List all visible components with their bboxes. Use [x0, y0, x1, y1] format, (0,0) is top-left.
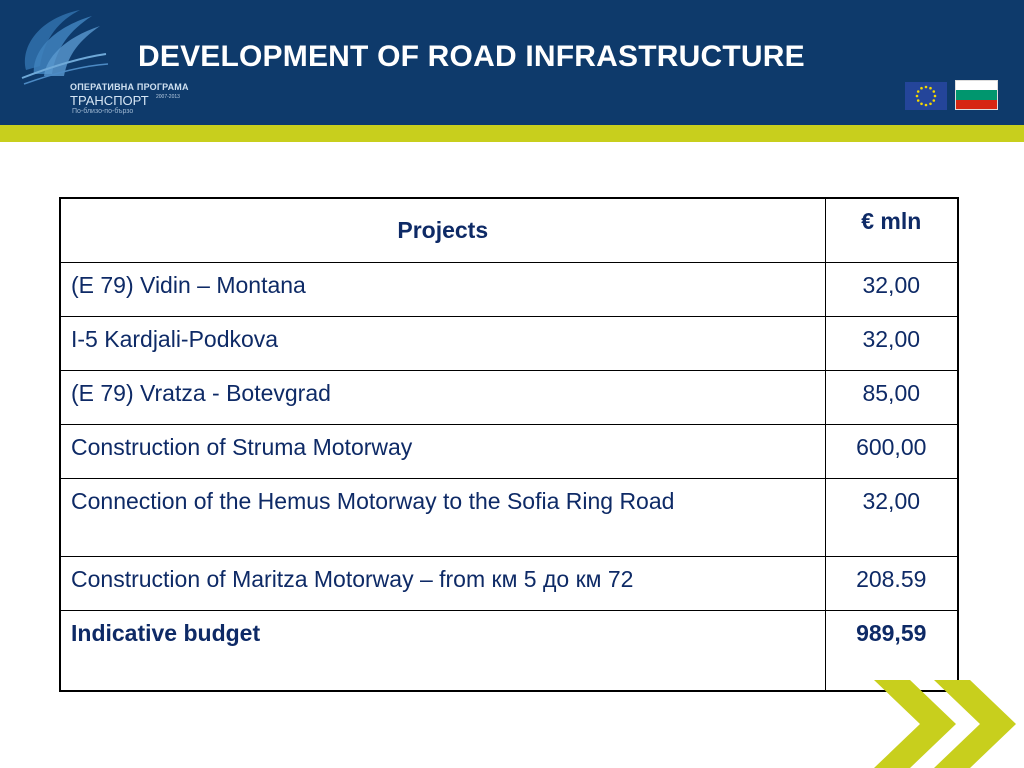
- chevron-decoration-icon: [870, 680, 1024, 768]
- amount-cell: 208.59: [825, 557, 958, 611]
- amount-cell: 32,00: [825, 263, 958, 317]
- amount-cell: 85,00: [825, 371, 958, 425]
- project-name-cell: Connection of the Hemus Motorway to the Sofia Ring Road: [60, 479, 825, 557]
- amount-cell: 32,00: [825, 317, 958, 371]
- table-row: [60, 557, 958, 611]
- total-row: [60, 611, 958, 692]
- table-header-row: [60, 198, 958, 263]
- project-name-cell: (E 79) Vidin – Montana: [60, 263, 825, 317]
- project-name-cell: Construction of Struma Motorway: [60, 425, 825, 479]
- total-amount-cell: 989,59: [825, 611, 958, 692]
- project-name-cell: (E 79) Vratza - Botevgrad: [60, 371, 825, 425]
- project-name-cell: I-5 Kardjali-Podkova: [60, 317, 825, 371]
- eu-flag-icon: [905, 82, 947, 110]
- logo-program-text: ОПЕРАТИВНА ПРОГРАМА: [70, 82, 189, 92]
- header-accent-stripe: [0, 125, 1024, 142]
- bulgaria-flag-icon: [955, 80, 998, 110]
- budget-table: [59, 197, 959, 692]
- amount-cell: 600,00: [825, 425, 958, 479]
- header-band: [0, 0, 1024, 125]
- table-row: [60, 425, 958, 479]
- logo-years-text: 2007-2013: [156, 94, 180, 100]
- amount-column-header: € mln: [825, 198, 958, 263]
- table-row: [60, 479, 958, 557]
- table-row: [60, 371, 958, 425]
- logo-name-text: ТРАНСПОРТ: [70, 93, 149, 108]
- table-row: [60, 317, 958, 371]
- projects-column-header: Projects: [60, 198, 825, 263]
- logo-motto-text: По-близо-по-бързо: [72, 108, 134, 115]
- project-name-cell: Construction of Maritza Motorway – from км 5 до км 72: [60, 557, 825, 611]
- total-label-cell: Indicative budget: [60, 611, 825, 692]
- table-row: [60, 263, 958, 317]
- amount-cell: 32,00: [825, 479, 958, 557]
- page-title: DEVELOPMENT OF ROAD INFRASTRUCTURE: [138, 40, 805, 73]
